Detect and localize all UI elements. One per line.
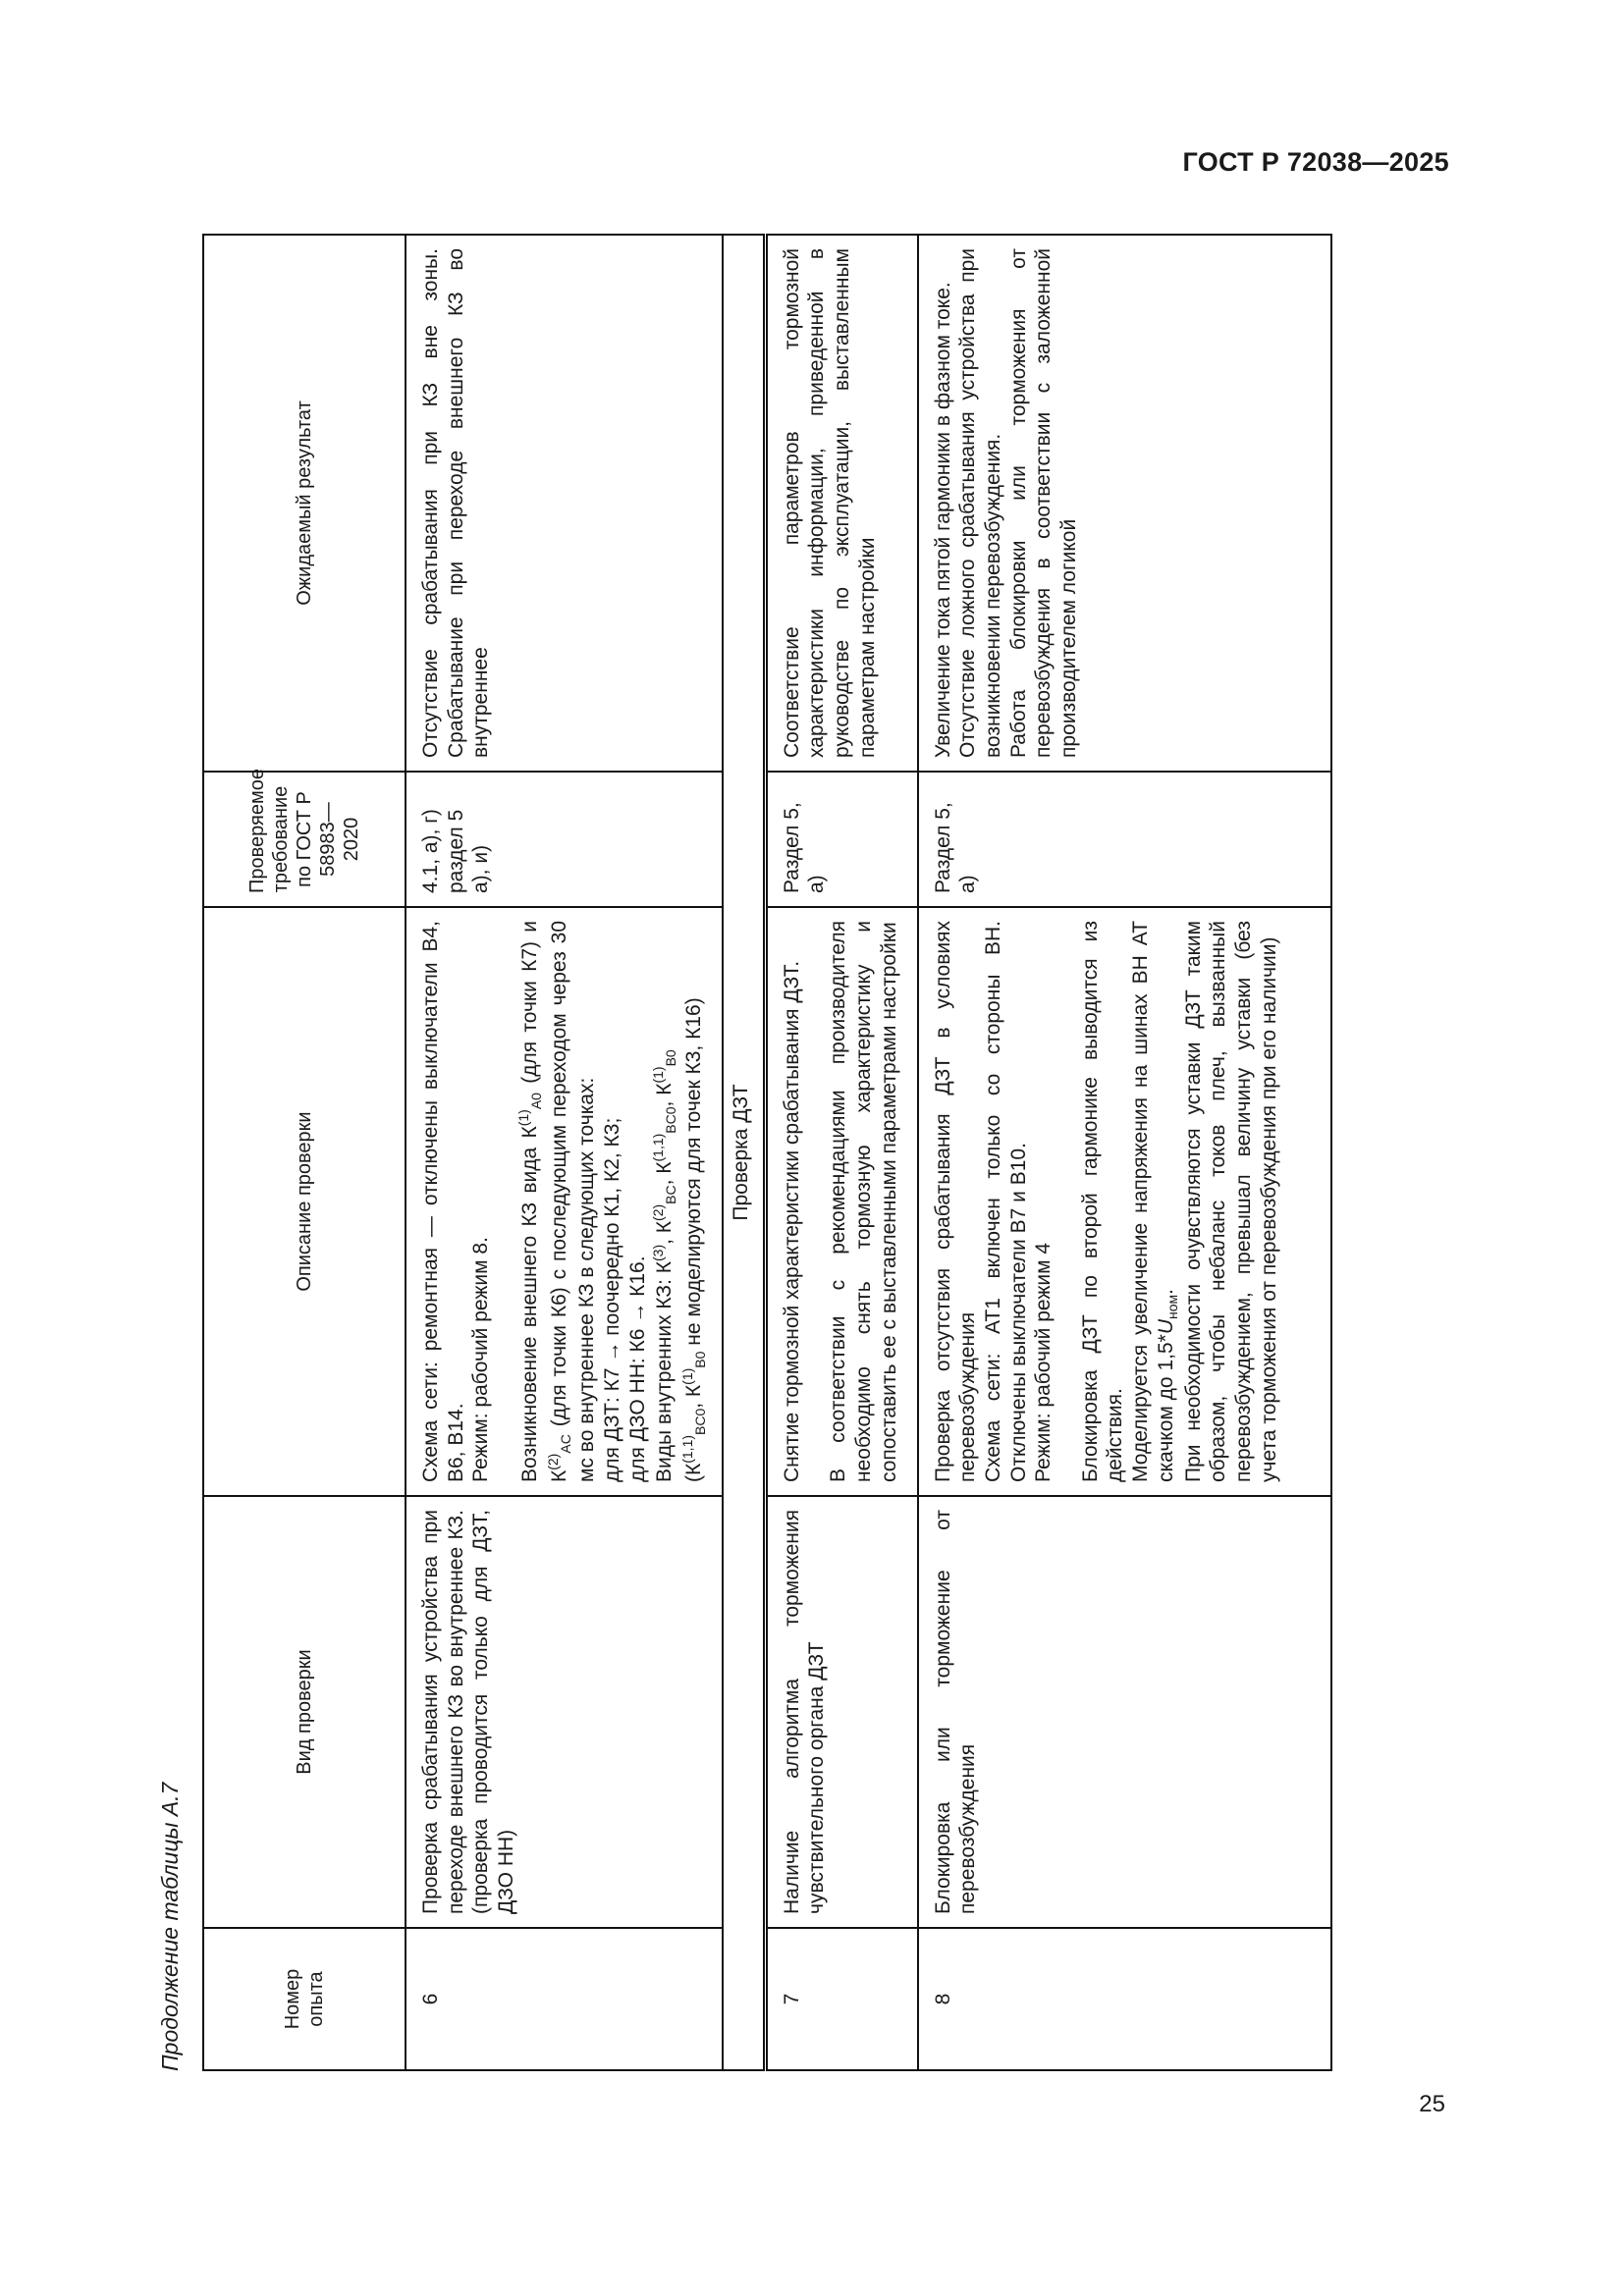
section-title: Проверка ДЗТ — [723, 235, 766, 2070]
desc-line: Снятие тормозной характеристики срабатывания ДЗТ. — [780, 960, 803, 1482]
cell-req: Раздел 5, а) — [918, 772, 1331, 907]
col-header-type: Вид проверки — [203, 1496, 406, 1928]
result-line: Работа блокировки или торможения от перевозбуждения в соответствии с заложенной производителем логикой — [1006, 248, 1080, 758]
desc-line: Проверка отсутствия срабатывания ДЗТ в условиях перевозбуждения — [931, 921, 980, 1482]
desc-line: Режим: рабочий режим 8. — [469, 1237, 493, 1482]
section-row — [723, 235, 766, 2070]
desc-line: При необходимости очувствляются уставки ДЗТ таким образом, чтобы небаланс токов плеч, вызванный перевозбуждением, превышал величину уставки (без учета торможения от перевозбуждения при его наличии) — [1181, 921, 1280, 1482]
cell-desc — [918, 907, 1331, 1496]
cell-desc — [406, 907, 723, 1496]
table-row — [765, 235, 918, 2070]
cell-req: Раздел 5, а) — [765, 772, 918, 907]
rotated-table-block — [157, 236, 1296, 2071]
cell-num: 8 — [918, 1928, 1331, 2070]
result-line: Увеличение тока пятой гармоники в фазном токе. — [931, 282, 954, 758]
cell-req: 4.1, а), г) раздел 5 а), и) — [406, 772, 723, 907]
cell-type: Блокировка или торможение от перевозбуждения — [918, 1496, 1331, 1928]
cell-result: Отсутствие срабатывания при КЗ вне зоны. Срабатывание при переходе внешнего КЗ во внутреннее — [406, 235, 723, 772]
cell-result — [918, 235, 1331, 772]
desc-line: Виды внутренних КЗ: $К^{(3)}$, $К^{(2)}_{BC}$, К$^{(1,1)}_{BC0}$, $К^{(1)}_{B0}$ — [650, 1049, 679, 1482]
col-header-desc: Описание проверки — [203, 907, 406, 1496]
desc-line: Режим: рабочий режим 4 — [1032, 1242, 1056, 1482]
test-table — [202, 234, 1332, 2071]
result-line: Отсутствие ложного срабатывания устройства при возникновении перевозбуждения. — [956, 248, 1004, 758]
table-caption: Продолжение таблицы А.7 — [157, 1782, 183, 2071]
desc-line: Схема сети: ремонтная — отключены выключатели В4, В6, В14. — [419, 921, 467, 1482]
page-number: 25 — [1419, 2091, 1445, 2117]
cell-num: 7 — [765, 1928, 918, 2070]
cell-type: Наличие алгоритма торможения чувствительного органа ДЗТ — [765, 1496, 918, 1928]
desc-line: для ДЗО НН: К6 → К16. — [625, 1255, 649, 1482]
col-header-num: Номер опыта — [203, 1928, 406, 2070]
desc-line: В соответствии с рекомендациями производителя необходимо снять тормозную характеристику и сопоставить ее с выставленными параметрами настройки — [827, 921, 900, 1482]
cell-type: Проверка срабатывания устройства при переходе внешнего КЗ во внутреннее КЗ. (проверка проводится только для ДЗТ, ДЗО НН) — [406, 1496, 723, 1928]
desc-line: Схема сети: АТ1 включен только со стороны ВН. Отключены выключатели В7 и В10. — [981, 921, 1030, 1482]
table-header-row — [203, 235, 406, 2070]
cell-desc — [765, 907, 918, 1496]
desc-line: ($К^{(1,1)}_{BC0}$, $К^{(1)}_{B0}$ не моделируются для точек К3, К16) — [679, 997, 709, 1482]
col-header-req: Проверяемое требование по ГОСТ Р 58983—2020 — [203, 772, 406, 907]
desc-line: Возникновение внешнего КЗ вида $К^{(1)}_{A0}$ (для точки К7) и $К^{(2)}_{AC}$ (для точки К6) с последующим переходом через 30 мс во внутреннее КЗ в следующих точках: — [514, 921, 599, 1482]
cell-result: Соответствие параметров тормозной характеристики информации, приведенной в руководстве по эксплуатации, выставленным параметрам настройки — [765, 235, 918, 772]
col-header-result: Ожидаемый результат — [203, 235, 406, 772]
desc-line: Блокировка ДЗТ по второй гармонике выводится из действия. — [1078, 921, 1127, 1482]
desc-line: Моделируется увеличение напряжения на шинах ВН АТ скачком до $1,5*U_{ном}$. — [1128, 921, 1180, 1482]
cell-num: 6 — [406, 1928, 723, 2070]
table-row — [406, 235, 723, 2070]
document-code: ГОСТ Р 72038—2025 — [1182, 147, 1449, 177]
desc-line: для ДЗТ: К7 → поочередно К1, К2, К3; — [600, 1117, 623, 1482]
table-row — [918, 235, 1331, 2070]
